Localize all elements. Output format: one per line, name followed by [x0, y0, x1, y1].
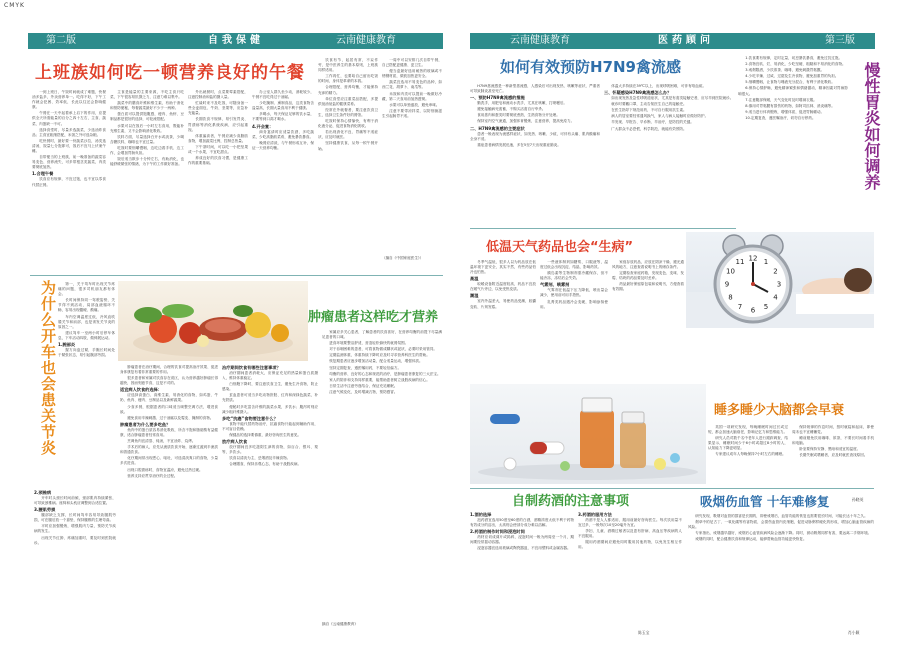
clock-number: 4 — [773, 293, 778, 302]
side-label: 2.颈椎病 — [34, 490, 52, 495]
right-headline: 如何有效预防H7N9禽流感 — [500, 58, 681, 76]
cold-subhead: 潮湿 — [470, 293, 479, 299]
clock-number: 5 — [763, 303, 769, 311]
article-column: 保持规律的作息时间，按时就寝和起床，即使周末也不宜睡懒觉。 睡前避免饮用咖啡、浓茶，不要长时间看手机和电脑。 卧室要保持安静、黑暗和适宜的温度。 长期失眠或嗜睡者，应及时就医查找原因。 孙晓英 — [792, 425, 874, 502]
smoke-article: 研究发现，吸烟对血管的损害是长期的，即使戒烟后，血管功能的恢复也需要很长时间，可能长达十年之久。 烟草中的尼古丁、一氧化碳等有害物质，会损伤血管内皮细胞，促进动脉粥样硬化的形成，增加心脑血管疾病的风险。 专家指出，戒烟越早越好，戒烟后心血管疾病风险会逐渐下降。同时，被动吸烟同样有害，要远离二手烟环境。 戒烟的同时，配合健康饮食和规律运动，能够帮助血管功能更快恢复。 肖小颖 — [688, 514, 874, 635]
article-column: 主食是能量的主要来源，不吃主食只吃菜，下午很容易饥饿乏力，注意力难以集中。 蔬菜中的膳食纤维和维生素，有助于消化和预防便秘，每餐蔬菜最好不少于一两种。 蛋白质可以提供饱腹感，瘦肉、鱼虾、豆制品都是很好的选择，可轮流搭配。 水果可以在饭后一小时左右食用，既能补充维生素，又不会影响消化吸收。 饮料方面，尽量选择白开水或淡茶，少喝含糖饮料，咖啡也不宜过量。 吃饭时要细嚼慢咽，边吃边看手机、边工作，会增加胃肠负担。 饭后适当散步十分钟左右，有助消化，也能舒缓紧张的情绪，为下午的工作做好准备。 — [110, 90, 184, 167]
left-headline: 上班族如何吃一顿营养良好的午餐 — [35, 63, 305, 83]
article-column: 一到上班日，午饭时间就成了难题，快餐油多盐多，外卖营养单一。吃得不好，下午工作就会犯困、效率低，长此以往还会影响健康。 午餐在一天中起着承上启下的作用，应提供全天所需能量的百分之四十左右，主食、蔬菜、肉蛋缺一不可。 选择食堂时，尽量多选蔬菜，少选油炸食品；主食宜粗细搭配，米饭之外可选杂粮。 吃快餐时，最好要一份蔬菜沙拉，汤类选清汤，饭量七分饱即可，饭后不宜马上伏案午睡。 自带便当的上班族，前一晚准备的蔬菜容易变色、营养流失，可多带根茎类蔬菜，肉类要彻底加热。 1.合理午餐 饮食应有规律，不宜过饱，也不宜以零食代替正餐。 — [32, 90, 106, 187]
article-column: 体温大多持续在39℃以上，出现呼吸困难，可伴有咯血痰。 三、怀疑感染H7N9禽流感怎么办？ 如出现发热及急性呼吸道症状，尤其是有禽类接触史者，应尽早到医院就诊。 就诊时要戴口罩，主动告知医生自己的接触史。 在医生指导下规范用药，不可自行服用抗生素。 病人的居室要经常通风换气，家人与病人接触时应做好防护。 早发现、早报告、早诊断、早治疗，是防控的关键。 广大群众不必恐慌，科学防范，就能有效预防。 — [604, 84, 734, 131]
edition-label: 第二版 — [46, 35, 76, 46]
h7-subhead: 二、H7N9禽流感的主要症状 — [470, 125, 525, 131]
clock-number: 2 — [773, 267, 778, 276]
wine-title: 自制药酒的注意事项 — [512, 494, 630, 509]
wine-subhead: 3.药酒的服用方法 — [578, 512, 612, 517]
article-column: 一周中可以安排几次自带午餐，自己搭配更健康、更卫生。 便当盒最好选用耐热的玻璃或不锈钢材质，微波加热更安全。 蔬菜宜选用不易变色的品种，如西兰花、胡萝卜、南瓜等。 米饭和肉类可以提前一晚做好冷藏，第二天食用前加热透彻。 水果可以单独盛放，避免串味。 注意不要带凉拌菜，以防细菌滋生引起肠胃不适。 （摘自《中国家庭医生》） — [382, 58, 442, 260]
smoke-title: 吸烟伤血管 十年难修复 — [700, 494, 830, 509]
gastro-article: 1.饮食要有规律，定时定量，切忌暴饮暴食，避免过饥过饱。 2.食物宜软、烂、易消化，少吃坚硬、粗糙和不易消化的食物。 3.戒烟限酒，少饮浓茶、咖啡，避免刺激胃黏膜。 4.少吃辛辣、过咸、过甜及生冷食物，避免加重胃的负担。 5.细嚼慢咽，让食物与唾液充分混合，有利于消化吸收。 6.保持心情舒畅，避免精神紧张和情绪激动，精神因素对胃病影响很大。 7.注意腹部保暖，天气变化时及时增减衣服。 8.慎用对胃黏膜有损伤的药物，如阿司匹林、消炎痛等。 9.适当进行体育锻炼，增强体质，促进胃肠蠕动。 10.定期复查，遵医嘱治疗，切勿自行停药。 — [738, 56, 848, 306]
food-photo — [118, 281, 308, 361]
side-article: 2.颈椎病 开车时头颈长时间前倾，颈部肌肉持续紧张，可导致颈椎病。座椅和头枕应调整到合适位置。 3.腰肌劳损 腰部缺乏支撑，长时间驾车容易导致腰肌劳损，可在腰后放一个靠垫，保持腰椎的生理弯曲。 平时应加强锻炼，增强肌肉力量，预防关节疾病的发生。 出现关节红肿、疼痛加重时，要及时到医院就诊。 — [34, 490, 116, 545]
sleep-credit: 孙晓英 — [852, 497, 864, 502]
article-column: 家庭存放药品，应放在阴凉干燥、避光通风的地方，注意查看说明书上的储存条件。 定期检查家庭药箱，发现变色、变味、发霉、结块的药品要及时丢弃。 药品最好保留原包装和说明书，方便查看有效期。 — [612, 260, 684, 292]
side-article: 第一，关于驾车时出现关节疼痛的问题，很多司机朋友都有体会。 长时间保持同一驾驶姿势，关节得不到活动，局部血液循环不畅，容易出现僵硬、酸痛。 车内空调温度过低，冷风直吹膝关节和肩部，也是诱发关节炎的原因之一。 建议驾车一至两小时后停车休息，下车活动四肢，做伸展运动。 1.腕部炎 握方向盘过紧，手腕长时间处于紧张状态，易引起腕部劳损。 — [58, 282, 115, 358]
clock-number: 7 — [737, 303, 743, 311]
clock-number: 9 — [724, 280, 730, 289]
credit: （摘自《中国家庭医生》） — [382, 256, 424, 260]
h7-subhead: 一、预防H7N9禽流感的措施 — [470, 95, 525, 101]
tips-label: 1.合理午餐 — [32, 171, 54, 177]
gastro-title: 慢性胃炎如何调养 — [862, 62, 881, 190]
article-column: 英国一项研究发现，每晚睡眠时间过长或过短，都会加速大脑衰老，影响记忆力和思维能力。 研究人员对数千名中老年人进行跟踪调查，结果显示，睡眠时间少于6小时或超过8小时的人，认知能力下降更明显。 专家建议成年人每晚保持7小时左右的睡眠。 — [708, 425, 788, 457]
cmyk-mark: CMYK — [4, 2, 25, 9]
article-column: 1.酒的选择 泡药酒宜选用50度至60度的白酒，酒精浓度太低不利于药物有效成分的溶出，太高则会使部分成分难以溶解。 2.药酒的制作时间和浸泡时间 药材应切成薄片或捣碎，浸泡时间一般为两周至一个月，期间要经常摇动容器。 浸泡容器宜选用玻璃或陶瓷器皿，不宜用塑料或金属容器。 — [470, 512, 574, 551]
pills-illustration — [470, 384, 706, 484]
clock-number: 11 — [735, 258, 745, 266]
h7-subhead: 三、怀疑感染H7N9禽流感怎么办？ — [604, 90, 672, 96]
publication-name: 云南健康教育 — [336, 35, 396, 46]
column-title: 自我保健 — [208, 35, 264, 46]
article2-title: 肿瘤患者这样吃才营养 — [308, 310, 439, 325]
side-title: 为什么开车也会患关节炎 — [39, 280, 57, 456]
article2-subhead: 多吃“抗癌”食物要注意什么？ — [222, 415, 278, 421]
divider — [30, 275, 443, 276]
article-column: 饮食有节，起居有常，不妄作劳，是中医养生的基本原则，上班族同样适用。 工作再忙，也要给自己留出吃饭的时间，身体是革命的本钱。 合理搭配，营养均衡，才能保持充沛的精力。 单位食堂应注重菜品搭配，多提供低油低盐的健康菜肴。 经常在外就餐者，要注意饮食卫生，选择卫生条件好的餐馆。 吃饭时保持心情愉快，有利于消化液分泌，促进食物消化吸收。 若出现消化不良、胃痛等不适症状，应及时就医。 坚持健康饮食，从每一顿午餐开始。 — [318, 58, 378, 151]
food-illustration — [118, 281, 308, 361]
article-column: 外出就餐时，点菜要荤素搭配，注意控制油和盐的摄入量。 忙碌时来不及吃饭，可随身备一些全麦面包、牛奶、坚果等，应急补充能量。 长期饮食不规律，易引发胃炎、胃溃疡等消化系统疾病，应引起重视。 体重偏高者，午餐应减少高脂肪食物，增加蔬菜比例，控制总热量。 下午茶时间，可以吃一小把坚果或一个水果，不宜吃甜点。 养成良好的饮食习惯，是健康工作的重要基础。 — [188, 90, 248, 166]
article-column: 冬季气温低，很多人以为药品放在低温环境下更安全，其实不然，有些药品怕冷也怕热。 高温 取暖设备附近温度较高，药品不宜放在暖气片旁边，以免受热变质。 潮湿 室内外温差大，易使药品受潮，胶囊变软、片剂发霉。 — [470, 260, 536, 309]
publication-name: 云南健康教育 — [510, 35, 570, 46]
article2-subhead: 适宜病人饮食的选择： — [120, 387, 162, 393]
medicine-photo — [470, 384, 706, 484]
article-column: H7N9禽流感是一种新型禽流感，人感染后可出现发热、咳嗽等症状，严重者可导致肺炎甚至死亡。 一、预防H7N9禽流感的措施 勤洗手，用肥皂和流动水洗手，尤其在咳嗽、打喷嚏后。 避免接触病死禽畜，不购买活禽自行宰杀。 食用禽肉和蛋类时要彻底煮熟，生熟食物分开处理。 保持室内空气流通，加强体育锻炼，注意营养，提高免疫力。 二、H7N9禽流感的主要症状 患者一般表现为流感样症状，如发热、咳嗽、少痰，可伴有头痛、肌肉酸痛和全身不适。 重症患者病情发展迅速，多在5至7天出现重症肺炎。 — [470, 84, 600, 147]
side-label: 3.腰肌劳损 — [34, 507, 56, 513]
left-page-header — [28, 33, 443, 49]
mid-subhead: 4.开会宴： — [252, 123, 274, 129]
article-column: 治疗期间饮食有哪些注意事项？ 治疗期间患者消耗大，应保证充足的热量和蛋白质摄入，维持体重稳定。 白细胞下降时，要注意饮食卫生，避免生冷食物，防止感染。 贫血患者可适当多吃动物肝脏、红肉和深绿色蔬菜，补充铁质。 便秘时多吃富含纤维的蔬菜水果，多饮水；腹泻时则应减少粗纤维摄入。 多吃“抗癌”食物要注意什么？ 食物不能代替药物治疗，抗癌食物只能起到辅助作用，不可盲目依赖。 保健品的选择要慎重，最好咨询医生的意见。 放疗病人饮食 放疗期间宜多吃滋阴生津的食物，如百合、银耳、梨等，多饮水。 饮食以清淡为主，忌烟酒及辛辣食物。 合理膳食，保持乐观心态，有助于战胜疾病。 — [222, 365, 318, 467]
clock-number: 1 — [763, 258, 769, 266]
article2-subhead: 肿瘤患者为什么要多吃鱼？ — [120, 421, 171, 427]
smoke-credit: 肖小颖 — [848, 630, 860, 635]
clock-number: 12 — [748, 254, 758, 263]
cold-subhead: 高温 — [470, 276, 479, 282]
side-label: 1.腕部炎 — [58, 342, 76, 348]
article-column: 肿瘤患者在治疗期间，合理的饮食对提高治疗效果、促进身体康复有着非常重要的作用。 很多患者和家属对饮食存在误区，认为营养越好肿瘤长得越快，因而刻意节食，这是不对的。 适宜病人饮食的选择： 应选择高蛋白、高维生素、易消化的食物，如鸡蛋、牛奶、鱼肉、瘦肉、豆制品以及新鲜蔬果。 少食多餐，根据患者的口味适当调整烹调方法，增进食欲。 避免食用辛辣刺激、过于油腻以及霉变、腌制的食物。 肿瘤患者为什么要多吃鱼？ 鱼肉中的蛋白质容易消化吸收，所含不饱和脂肪酸有益健康，适合肿瘤患者经常食用。 烹调鱼肉宜清蒸、炖汤，不宜油炸、烧烤。 手术后的病人，应先从流质饮食开始，逐渐过渡到半流质和普通饮食。 化疗期间常出现恶心、呕吐，可选清淡爽口的食物，少量多次进食。 出现口腔溃疡时，食物宜温凉，避免过热过硬。 营养支持应贯穿治疗的全过程。 — [120, 365, 218, 478]
alarm-clock-illustration — [686, 232, 874, 328]
cold-title: 低温天气药品也会“生病” — [486, 240, 634, 255]
clock-number: 3 — [776, 280, 782, 289]
clock-number: 8 — [728, 293, 733, 302]
clock-number: 10 — [726, 267, 735, 276]
wine-subhead: 2.药酒的制作时间和浸泡时间 — [470, 529, 525, 535]
divider — [470, 488, 874, 489]
article2-subhead: 放疗病人饮食 — [222, 439, 248, 445]
wine-credit: 陈玉宝 — [638, 630, 650, 635]
column-title: 医药顾问 — [658, 35, 714, 46]
article-column: 家属应多关心患者，了解患者的饮食喜好，在营养均衡的前提下尽量满足患者的口味。 进食环境要整洁舒适，营造轻松愉快的就餐氛围。 对于吞咽困难的患者，可将食物做成糊状或泥状，必要时采用管饲。 定期监测体重，体重持续下降时应及时寻求营养科医生的帮助。 恢复期患者应逐步增加活动量，配合适量运动，增强体质。 坚持定期复查，遵医嘱用药，不要轻信偏方。 均衡的营养、良好的心态和规范的治疗，是肿瘤患者康复的三大法宝。 家人的陪伴和支持同样重要，能帮助患者树立战胜疾病的信心。 日常生活中注意劳逸结合，保证充足睡眠。 注意气候变化，及时增减衣物，预防感冒。 摘自《云南健康教育》 — [322, 330, 442, 626]
clock-photo — [686, 232, 874, 328]
article2-subhead: 治疗期间饮食有哪些注意事项？ — [222, 365, 281, 370]
sleep-title: 睡多睡少大脑都会早衰 — [714, 403, 845, 418]
divider — [470, 228, 736, 229]
clock-number: 6 — [750, 306, 756, 315]
article-column: 一些液体制剂如糖浆、口服液等，温度过低会出现沉淀、结晶，影响药效。 胰岛素等生物制剂需冷藏保存，但不能冷冻，冻结后会失效。 气雾剂、喷雾剂 气雾剂在低温下压力降低，喷出量会减少，使用前可用手捂热。 乳膏类药品遇冷会变硬，影响涂抹使用。 — [540, 260, 608, 309]
edition-label: 第三版 — [825, 35, 855, 46]
wine-subhead: 1.酒的选择 — [470, 512, 492, 517]
cold-subhead: 气雾剂、喷雾剂 — [540, 282, 570, 288]
article-column: 办公室人群久坐少动，消耗较少，午餐不宜吃得过于油腻。 少吃腌制、熏制食品，这类食物含盐量高，长期大量食用不利于健康。 多喝水，每天保证足够的饮水量，不要等到口渴才喝水。 4.开会宴： 商务宴请时应适量饮酒，多吃蔬菜，少吃高脂肪菜肴，避免暴饮暴食。 晚餐应清淡，与午餐形成互补，保证一天营养均衡。 — [252, 90, 314, 150]
right-page-header — [470, 33, 875, 49]
credit: 摘自《云南健康教育》 — [322, 622, 358, 626]
article-column: 3.药酒的服用方法 药酒不是人人都适用，服用前最好咨询医生。每次饮用量不宜过多，一般每次10至20毫升为宜。 孕妇、儿童、酒精过敏者以及患有肝病、高血压等疾病的人不宜服用。 服用药酒期间应避免同时服用其他药物，以免发生相互作用。 陈玉宝 — [578, 512, 682, 635]
